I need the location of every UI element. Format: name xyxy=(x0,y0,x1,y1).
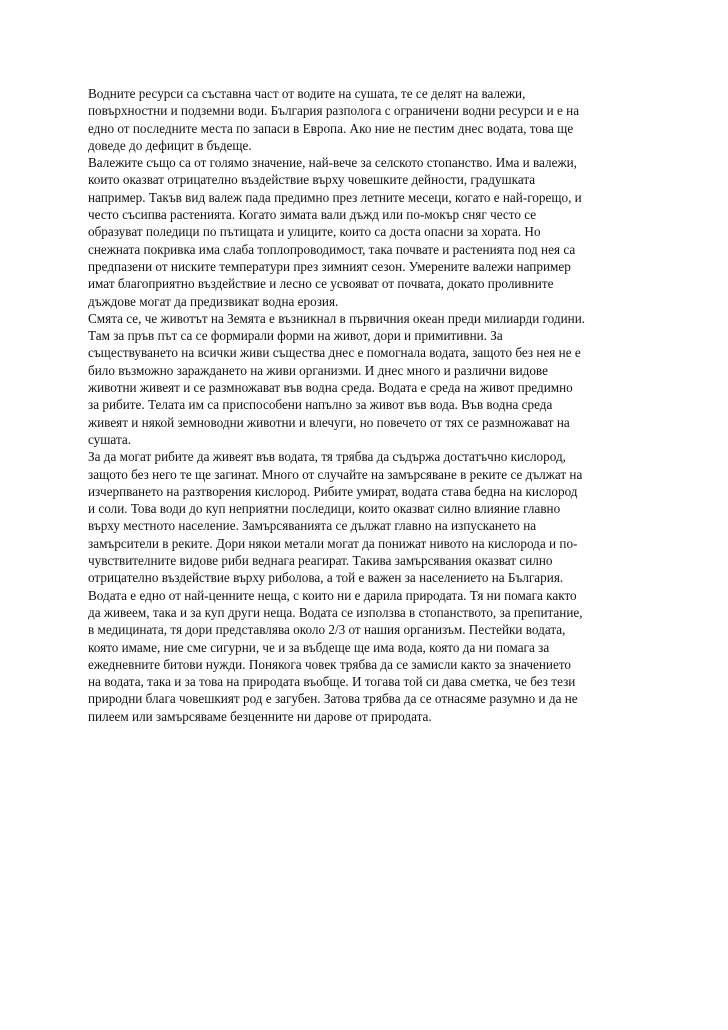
text-line: която имаме, ние сме сигурни, че и за въбдеще ще има вода, която да ни помага за xyxy=(88,639,550,655)
text-line: отрицателно въздействие върху риболова, а той е важен за населението на България. xyxy=(88,570,564,586)
text-line: живеят и някой земноводни животни и влечуги, но повечето от тях се размножават на xyxy=(88,414,570,430)
text-line: природни блага човешкият род е загубен. Затова трябва да се отнасяме разумно и да не xyxy=(88,691,578,707)
text-line: да живеем, така и за куп други неща. Водата се използва в стопанството, за препитание, xyxy=(88,604,583,620)
text-line: съществуването на всички живи същества днес е помогнала водата, защото без нея не е xyxy=(88,345,581,361)
text-line: Смята се, че животът на Земята е възникнал в първичния океан преди милиарди години. xyxy=(88,310,586,326)
text-line: снежната покривка има слаба топлопроводимост, така почвате и растенията под нея са xyxy=(88,241,576,257)
text-line: Водните ресурси са съставна част от водите на сушата, те се делят на валежи, xyxy=(88,86,526,101)
text-line: предпазени от ниските температури през зимният сезон. Умерените валежи например xyxy=(88,258,571,274)
text-line: образуват поледици по пътищата и улиците, които са доста опасни за хората. Но xyxy=(88,224,541,240)
text-line: например. Такъв вид валеж пада предимно през летните месеци, когато е най-горещо, и xyxy=(88,189,582,205)
text-line: и соли. Това води до куп неприятни последици, които оказват силно влияние главно xyxy=(88,501,561,517)
text-line: сушата. xyxy=(88,431,132,447)
text-line: ежедневните битови нужди. Понякога човек трябва да се замисли както за значението xyxy=(88,656,572,672)
text-line: едно от последните места по запаси в Европа. Ако ние не пестим днес водата, това ще xyxy=(88,120,574,136)
text-line: доведе до дефицит в бъдеще. xyxy=(88,137,252,153)
text-line: за рибите. Телата им са приспособени напълно за живот във вода. Във водна среда xyxy=(88,397,553,413)
text-line: Там за пръв път са се формирали форми на живот, дори и примитивни. За xyxy=(88,328,503,344)
text-line: изчерпването на разтворения кислород. Рибите умират, водата става бедна на кислород xyxy=(88,483,578,499)
text-line: имат благоприятно въздействие и лесно се усвояват от почвата, докато проливните xyxy=(88,276,554,292)
text-line: които оказват отрицателно въздействие върху човешките дейности, градушката xyxy=(88,172,536,188)
text-line: животни живеят и се размножават във водна среда. Водата е среда на живот предимно xyxy=(88,380,573,396)
text-line: върху местното население. Замърсяванията се дължат главно на изпускането на xyxy=(88,518,537,534)
text-line: често съсипва растенията. Когато зимата вали дъжд или по-мокър сняг често се xyxy=(88,207,537,223)
text-line: дъждове могат да предизвикат водна ерозия. xyxy=(88,293,339,309)
text-line: За да могат рибите да живеят във водата, тя трябва да съдържа достатъчно кислород, xyxy=(88,449,566,465)
text-line: в медицината, тя дори представлява около 2/3 от нашия организъм. Пестейки водата, xyxy=(88,622,566,638)
document-body xyxy=(88,85,648,725)
text-line: на водата, така и за това на природата въобще. И тогава той си дава сметка, че без тези xyxy=(88,674,576,690)
text-line: Валежите също са от голямо значение, най-вече за селското стопанство. Има и валежи, xyxy=(88,155,577,171)
text-line: чувствителните видове риби веднага реагират. Такива замърсявания оказват силно xyxy=(88,553,553,569)
text-line: замърсители в реките. Дори някои метали могат да понижат нивото на кислорода и по- xyxy=(88,535,578,551)
text-line: било възможно зараждането на живи организми. И днес много и различни видове xyxy=(88,362,548,378)
text-line: Водата е едно от най-ценните неща, с които ни е дарила природата. Тя ни помага както xyxy=(88,587,577,603)
text-line: пилеем или замърсяваме безценните ни дарове от природата. xyxy=(88,708,432,724)
text-line: повърхностни и подземни води. България разпологa с ограничени водни ресурси и е на xyxy=(88,103,580,119)
text-line: защото без него те ще загинат. Много от случайте на замърсяване в реките се дължат на xyxy=(88,466,583,482)
